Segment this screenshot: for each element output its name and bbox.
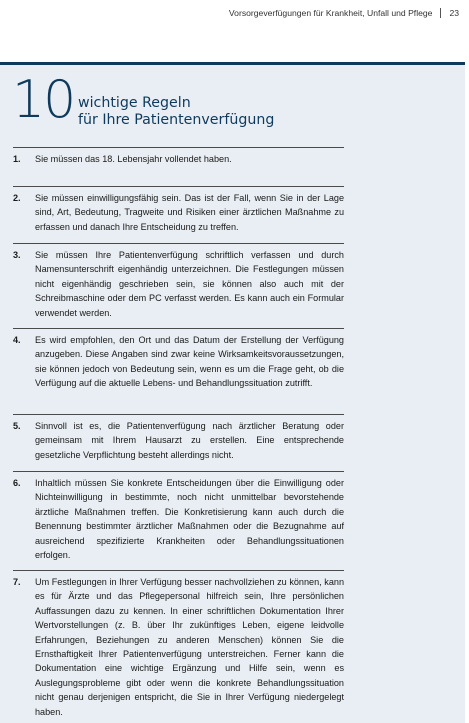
running-title: Vorsorgeverfügungen für Krankheit, Unfall und Pflege: [228, 8, 433, 18]
rule-text: Sie müssen das 18. Lebensjahr vollendet haben.: [35, 154, 232, 164]
rule-number: 3.: [13, 250, 21, 260]
rule-number: 7.: [13, 577, 21, 587]
rule-text: Inhaltlich müssen Sie konkrete Entscheidungen über die Einwilligung oder Nichteinwilligung in bestimmte, noch nicht unmittelbar bevorstehende ärztliche Maßnahmen treffen. Die Konkretisierung kann auch durch die Benennung bestimmter ärztlicher Maßnahmen oder die Bezugnahme auf ausreichend spezifizierte Krankheiten oder Behandlungssituationen erfolgen.: [35, 478, 344, 561]
rule-text: Sinnvoll ist es, die Patientenverfügung nach ärztlicher Beratung oder gemeinsam mit Ihrem Hausarzt zu erstellen. Eine entsprechende gesetzliche Verpflichtung besteht allerdings nicht.: [35, 421, 344, 460]
rule-item-3: [13, 243, 344, 328]
rule-number: 2.: [13, 193, 21, 203]
heading-title: [78, 95, 274, 129]
rule-text: Um Festlegungen in Ihrer Verfügung besser nachvollziehen zu können, kann es für Ärzte und das Pflegepersonal hilfreich sein, Ihre persönlichen Auffassungen dazu zu kennen. In einer schriftlichen Dokumentation Ihrer Wertvorstellungen (z. B. über Ihr zukünftiges Leben, eigene leidvolle Erfahrungen, Beziehungen zu anderen Menschen) können Sie die Ernsthaftigkeit Ihrer Patientenverfügung unterstreichen. Ferner kann die Dokumentation eine wichtige Ergänzung und Hilfe sein, wenn es Auslegungsprobleme gibt oder wenn die konkrete Behandlungssituation nicht genau derjenigen entspricht, die Sie in Ihrer Verfügung niedergelegt haben.: [35, 577, 344, 717]
heading-line-1: wichtige Regeln: [78, 95, 191, 111]
rule-number: 4.: [13, 335, 21, 345]
rule-item-2: [13, 186, 344, 243]
rule-item-5: [13, 414, 344, 471]
heading-number: 10: [12, 70, 75, 130]
rule-text: Es wird empfohlen, den Ort und das Datum der Erstellung der Verfügung anzugeben. Diese Angaben sind zwar keine Wirksamkeitsvoraussetzungen, sie können jedoch von Bedeutung sein, wenn es um die Frage geht, ob die Verfügung auf die aktuelle Lebens- und Behandlungssituation zutrifft.: [35, 335, 344, 389]
running-header: [229, 8, 459, 18]
rule-item-1: [13, 147, 344, 186]
rule-item-6: [13, 471, 344, 570]
rule-number: 5.: [13, 421, 21, 431]
page-number: 23: [449, 8, 459, 18]
rules-list: [13, 147, 344, 717]
rule-number: 1.: [13, 154, 21, 164]
header-separator: [440, 8, 441, 18]
rule-item-4: [13, 328, 344, 414]
rule-item-7: [13, 570, 344, 717]
heading-line-2: für Ihre Patientenverfügung: [78, 112, 275, 128]
rule-text: Sie müssen einwilligungsfähig sein. Das ist der Fall, wenn Sie in der Lage sind, Art, Bedeutung, Tragweite und Risiken einer ärztlichen Maßnahme zu erfassen und danach Ihre Entscheidung zu treffen.: [35, 193, 344, 232]
rule-number: 6.: [13, 478, 21, 488]
rule-text: Sie müssen Ihre Patientenverfügung schriftlich verfassen und durch Namensunterschrift eigenhändig unterzeichnen. Die Festlegungen müssen nicht eigenhändig geschrieben sein, sie können also auch mit der Schreibmaschine oder dem PC verfasst werden. Es kann auch ein Formular verwendet werden.: [35, 250, 344, 318]
